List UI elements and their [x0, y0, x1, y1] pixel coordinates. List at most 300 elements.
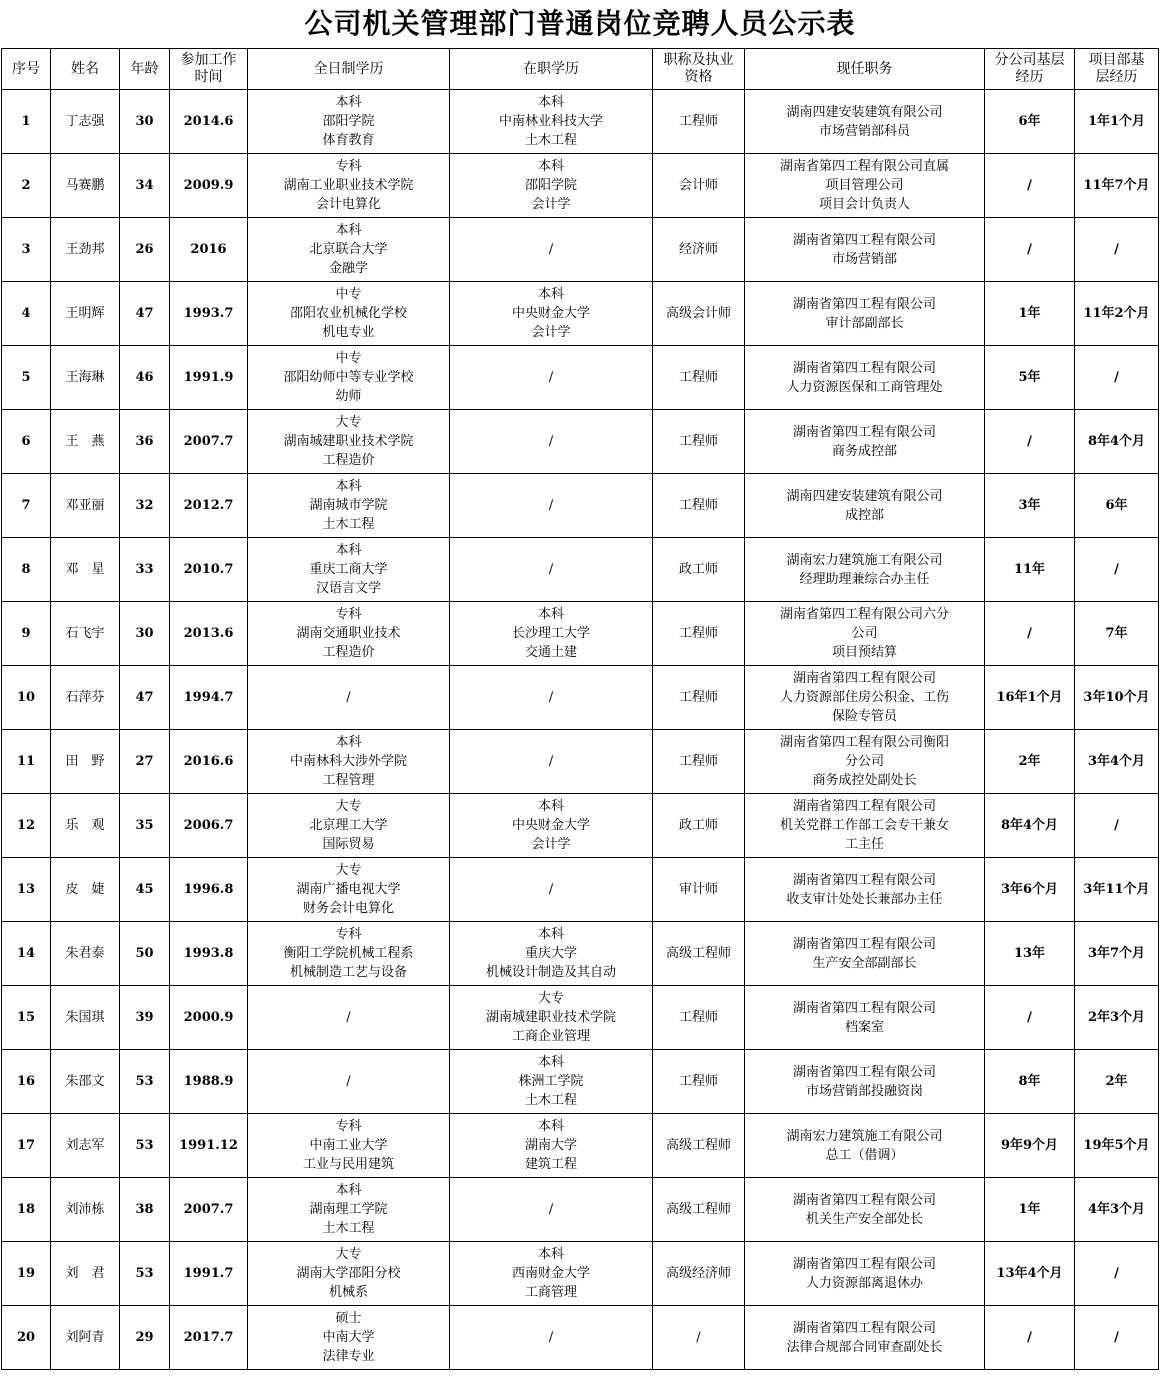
- position-line: 湖南省第四工程有限公司衡阳: [779, 735, 949, 750]
- table-row: [2, 986, 1159, 1050]
- header-project-line2: 层经历: [1095, 69, 1138, 85]
- cell-name: 刘阿青: [51, 1306, 120, 1370]
- cell-age: 34: [120, 154, 170, 218]
- position-line: 项目会计负责人: [818, 197, 910, 212]
- cell-name: 石萍芬: [51, 666, 120, 730]
- fulltime-edu-line: 北京联合大学: [309, 242, 388, 257]
- cell-position: [745, 666, 985, 730]
- cell-seq: 2: [2, 154, 51, 218]
- header-title: [653, 49, 745, 90]
- position-line: 商务成控部: [831, 443, 897, 459]
- position-line: 保险专管员: [831, 709, 897, 724]
- inservice-edu-line: /: [548, 1330, 554, 1345]
- table-row: [2, 474, 1159, 538]
- cell-position: [745, 538, 985, 602]
- cell-work-start: 1988.9: [170, 1050, 248, 1114]
- fulltime-edu-line: 湖南城建职业技术学院: [283, 434, 414, 449]
- position-line: 法律合规部合同审查副处长: [786, 1339, 943, 1355]
- cell-position: [745, 346, 985, 410]
- fulltime-edu-line: 湖南理工学院: [309, 1202, 388, 1217]
- cell-age: 35: [120, 794, 170, 858]
- cell-age: 36: [120, 410, 170, 474]
- position-line: 机关党群工作部工会专干兼女: [779, 818, 949, 833]
- table-row: [2, 1114, 1159, 1178]
- cell-project-exp: 1年1个月: [1075, 90, 1159, 154]
- cell-seq: 6: [2, 410, 51, 474]
- table-row: [2, 794, 1159, 858]
- cell-title: 工程师: [653, 90, 745, 154]
- cell-work-start: 1996.8: [170, 858, 248, 922]
- fulltime-edu-line: 工程造价: [322, 453, 375, 468]
- fulltime-edu-line: 机电专业: [322, 325, 375, 340]
- inservice-edu-line: 机械设计制造及其自动: [485, 965, 616, 980]
- cell-work-start: 1991.7: [170, 1242, 248, 1306]
- cell-age: 47: [120, 666, 170, 730]
- cell-branch-exp: /: [985, 218, 1075, 282]
- cell-work-start: 1991.9: [170, 346, 248, 410]
- cell-work-start: 1994.7: [170, 666, 248, 730]
- cell-inservice-edu: [450, 858, 653, 922]
- cell-project-exp: 3年11个月: [1075, 858, 1159, 922]
- table-row: [2, 282, 1159, 346]
- position-line: 湖南省第四工程有限公司: [792, 1192, 936, 1208]
- fulltime-edu-line: /: [346, 1074, 351, 1089]
- cell-inservice-edu: [450, 90, 653, 154]
- cell-fulltime-edu: [248, 666, 450, 730]
- cell-seq: 3: [2, 218, 51, 282]
- cell-age: 50: [120, 922, 170, 986]
- cell-position: [745, 218, 985, 282]
- cell-inservice-edu: [450, 1242, 653, 1306]
- cell-name: 石飞宇: [51, 602, 120, 666]
- cell-fulltime-edu: [248, 346, 450, 410]
- cell-work-start: 2007.7: [170, 410, 248, 474]
- cell-project-exp: 6年: [1075, 474, 1159, 538]
- cell-name: 丁志强: [51, 90, 120, 154]
- cell-fulltime-edu: [248, 218, 450, 282]
- cell-age: 47: [120, 282, 170, 346]
- cell-inservice-edu: [450, 922, 653, 986]
- header-age: 年龄: [120, 49, 170, 90]
- position-line: 人力资源医保和工商管理处: [786, 379, 943, 395]
- position-line: 人力资源部离退休办: [805, 1275, 923, 1291]
- cell-project-exp: 3年10个月: [1075, 666, 1159, 730]
- table-row: [2, 90, 1159, 154]
- inservice-edu-line: 长沙理工大学: [511, 626, 590, 641]
- cell-branch-exp: 16年1个月: [985, 666, 1075, 730]
- inservice-edu-line: 建筑工程: [524, 1157, 577, 1172]
- cell-position: [745, 1306, 985, 1370]
- fulltime-edu-line: 中南工业大学: [309, 1138, 388, 1153]
- fulltime-edu-line: 湖南工业职业技术学院: [283, 178, 414, 193]
- cell-title: 工程师: [653, 410, 745, 474]
- table-row: [2, 858, 1159, 922]
- cell-work-start: 2010.7: [170, 538, 248, 602]
- position-line: 湖南省第四工程有限公司: [792, 232, 936, 248]
- cell-fulltime-edu: [248, 410, 450, 474]
- fulltime-edu-line: 湖南城市学院: [309, 498, 388, 513]
- header-work-start-line1: 参加工作: [180, 52, 237, 68]
- cell-seq: 19: [2, 1242, 51, 1306]
- table-row: [2, 730, 1159, 794]
- inservice-edu-line: /: [548, 434, 554, 449]
- position-line: 湖南省第四工程有限公司: [792, 872, 936, 888]
- cell-project-exp: 8年4个月: [1075, 410, 1159, 474]
- cell-work-start: 2014.6: [170, 90, 248, 154]
- position-line: 成控部: [844, 507, 884, 523]
- cell-inservice-edu: [450, 218, 653, 282]
- header-branch-line2: 经历: [1015, 69, 1044, 85]
- cell-inservice-edu: [450, 1050, 653, 1114]
- fulltime-edu-line: 中专: [335, 351, 362, 366]
- cell-position: [745, 1050, 985, 1114]
- cell-fulltime-edu: [248, 1114, 450, 1178]
- cell-name: 刘 君: [51, 1242, 120, 1306]
- position-line: 湖南省第四工程有限公司: [792, 1320, 936, 1336]
- position-line: 湖南省第四工程有限公司: [792, 1256, 936, 1272]
- header-project-exp: [1075, 49, 1159, 90]
- inservice-edu-line: 本科: [537, 927, 564, 942]
- cell-position: [745, 474, 985, 538]
- table-row: [2, 1178, 1159, 1242]
- position-line: 审计部副部长: [825, 315, 904, 331]
- cell-branch-exp: /: [985, 410, 1075, 474]
- fulltime-edu-line: 本科: [335, 735, 362, 750]
- cell-fulltime-edu: [248, 1178, 450, 1242]
- table-row: [2, 538, 1159, 602]
- cell-position: [745, 794, 985, 858]
- cell-branch-exp: 6年: [985, 90, 1075, 154]
- fulltime-edu-line: 金融学: [328, 261, 368, 276]
- table-row: [2, 1242, 1159, 1306]
- cell-branch-exp: 13年4个月: [985, 1242, 1075, 1306]
- cell-seq: 18: [2, 1178, 51, 1242]
- page-title: 公司机关管理部门普通岗位竞聘人员公示表: [304, 7, 856, 40]
- cell-fulltime-edu: [248, 474, 450, 538]
- inservice-edu-line: 中央财金大学: [511, 818, 590, 833]
- cell-branch-exp: 5年: [985, 346, 1075, 410]
- cell-inservice-edu: [450, 794, 653, 858]
- cell-branch-exp: 1年: [985, 282, 1075, 346]
- fulltime-edu-line: 重庆工商大学: [309, 562, 388, 577]
- inservice-edu-line: /: [548, 562, 554, 577]
- cell-title: 审计师: [653, 858, 745, 922]
- cell-title: 高级经济师: [653, 1242, 745, 1306]
- fulltime-edu-line: 会计电算化: [315, 197, 381, 212]
- fulltime-edu-line: 本科: [335, 543, 362, 558]
- cell-age: 27: [120, 730, 170, 794]
- cell-title: 高级工程师: [653, 1114, 745, 1178]
- position-line: 湖南省第四工程有限公司: [792, 799, 936, 814]
- position-line: 湖南四建安装建筑有限公司: [786, 104, 943, 120]
- fulltime-edu-line: 体育教育: [322, 133, 375, 148]
- cell-inservice-edu: [450, 282, 653, 346]
- cell-seq: 1: [2, 90, 51, 154]
- cell-work-start: 1993.7: [170, 282, 248, 346]
- cell-project-exp: 7年: [1075, 602, 1159, 666]
- cell-name: 王劲邦: [51, 218, 120, 282]
- cell-name: 乐 观: [51, 794, 120, 858]
- cell-fulltime-edu: [248, 794, 450, 858]
- inservice-edu-line: 本科: [537, 607, 564, 622]
- cell-seq: 17: [2, 1114, 51, 1178]
- fulltime-edu-line: 专科: [335, 1119, 362, 1134]
- cell-seq: 9: [2, 602, 51, 666]
- position-line: 湖南省第四工程有限公司: [792, 360, 936, 376]
- cell-fulltime-edu: [248, 1306, 450, 1370]
- fulltime-edu-line: 湖南交通职业技术: [296, 626, 401, 641]
- cell-branch-exp: 1年: [985, 1178, 1075, 1242]
- inservice-edu-line: /: [548, 690, 554, 705]
- position-line: 人力资源部住房公积金、工伤: [779, 690, 949, 705]
- cell-seq: 5: [2, 346, 51, 410]
- cell-fulltime-edu: [248, 922, 450, 986]
- cell-title: 工程师: [653, 602, 745, 666]
- position-line: 项目管理公司: [825, 178, 904, 193]
- inservice-edu-line: 本科: [537, 1119, 564, 1134]
- fulltime-edu-line: 邵阳农业机械化学校: [289, 306, 407, 321]
- cell-inservice-edu: [450, 538, 653, 602]
- fulltime-edu-line: 本科: [335, 95, 362, 110]
- inservice-edu-line: 西南财金大学: [511, 1266, 590, 1281]
- header-inservice-edu: 在职学历: [450, 49, 653, 90]
- cell-inservice-edu: [450, 602, 653, 666]
- cell-age: 53: [120, 1114, 170, 1178]
- cell-seq: 10: [2, 666, 51, 730]
- inservice-edu-line: 邵阳学院: [524, 178, 577, 193]
- position-line: 工主任: [844, 837, 884, 852]
- position-line: 湖南省第四工程有限公司: [792, 1000, 936, 1016]
- cell-work-start: 2016: [170, 218, 248, 282]
- table-row: [2, 1050, 1159, 1114]
- cell-branch-exp: 11年: [985, 538, 1075, 602]
- table-row: [2, 154, 1159, 218]
- cell-age: 32: [120, 474, 170, 538]
- cell-branch-exp: /: [985, 154, 1075, 218]
- cell-position: [745, 858, 985, 922]
- cell-age: 29: [120, 1306, 170, 1370]
- cell-name: 马赛鹏: [51, 154, 120, 218]
- fulltime-edu-line: 中南大学: [322, 1330, 375, 1345]
- cell-name: 田 野: [51, 730, 120, 794]
- cell-name: 刘志军: [51, 1114, 120, 1178]
- cell-title: 工程师: [653, 1050, 745, 1114]
- cell-title: 会计师: [653, 154, 745, 218]
- cell-age: 30: [120, 602, 170, 666]
- inservice-edu-line: 交通土建: [524, 645, 577, 660]
- inservice-edu-line: 本科: [537, 1055, 564, 1070]
- fulltime-edu-line: 专科: [335, 927, 362, 942]
- position-line: 收支审计处处长兼部办主任: [786, 891, 943, 907]
- header-branch-line1: 分公司基层: [994, 52, 1065, 68]
- cell-fulltime-edu: [248, 602, 450, 666]
- header-title-line2: 资格: [684, 69, 713, 85]
- cell-position: [745, 730, 985, 794]
- cell-project-exp: /: [1075, 538, 1159, 602]
- cell-title: 政工师: [653, 794, 745, 858]
- fulltime-edu-line: 法律专业: [322, 1349, 375, 1364]
- cell-seq: 13: [2, 858, 51, 922]
- fulltime-edu-line: 工程管理: [322, 773, 375, 788]
- cell-branch-exp: /: [985, 1306, 1075, 1370]
- cell-project-exp: /: [1075, 1242, 1159, 1306]
- cell-name: 朱君泰: [51, 922, 120, 986]
- cell-seq: 8: [2, 538, 51, 602]
- fulltime-edu-line: 大专: [335, 1247, 362, 1262]
- cell-fulltime-edu: [248, 1242, 450, 1306]
- cell-position: [745, 986, 985, 1050]
- cell-inservice-edu: [450, 1114, 653, 1178]
- inservice-edu-line: 中南林业科技大学: [498, 114, 603, 129]
- fulltime-edu-line: 硕士: [335, 1311, 362, 1326]
- position-line: 湖南省第四工程有限公司直属: [779, 159, 949, 174]
- cell-name: 王海琳: [51, 346, 120, 410]
- inservice-edu-line: 会计学: [531, 837, 571, 852]
- cell-branch-exp: 3年6个月: [985, 858, 1075, 922]
- fulltime-edu-line: 专科: [335, 159, 362, 174]
- position-line: 湖南宏力建筑施工有限公司: [786, 552, 943, 568]
- cell-inservice-edu: [450, 1306, 653, 1370]
- cell-title: 工程师: [653, 730, 745, 794]
- position-line: 湖南省第四工程有限公司: [792, 936, 936, 952]
- position-line: 市场营销部投融资岗: [805, 1083, 923, 1099]
- cell-project-exp: /: [1075, 1306, 1159, 1370]
- fulltime-edu-line: 衡阳工学院机械工程系: [283, 946, 414, 961]
- cell-project-exp: /: [1075, 794, 1159, 858]
- cell-project-exp: 11年7个月: [1075, 154, 1159, 218]
- cell-branch-exp: 8年4个月: [985, 794, 1075, 858]
- table-body: [2, 90, 1159, 1370]
- position-line: 湖南省第四工程有限公司六分: [779, 607, 949, 622]
- fulltime-edu-line: 大专: [335, 799, 362, 814]
- cell-age: 26: [120, 218, 170, 282]
- cell-title: 工程师: [653, 986, 745, 1050]
- cell-title: 高级会计师: [653, 282, 745, 346]
- inservice-edu-line: /: [548, 754, 554, 769]
- cell-position: [745, 602, 985, 666]
- fulltime-edu-line: 湖南广播电视大学: [296, 882, 401, 897]
- fulltime-edu-line: 邵阳幼师中等专业学校: [283, 370, 414, 385]
- cell-inservice-edu: [450, 410, 653, 474]
- cell-project-exp: 2年: [1075, 1050, 1159, 1114]
- cell-branch-exp: /: [985, 986, 1075, 1050]
- cell-fulltime-edu: [248, 1050, 450, 1114]
- cell-inservice-edu: [450, 474, 653, 538]
- position-line: 湖南省第四工程有限公司: [792, 1064, 936, 1080]
- fulltime-edu-line: 机械制造工艺与设备: [289, 965, 407, 980]
- cell-work-start: 2006.7: [170, 794, 248, 858]
- position-line: 市场营销部科员: [818, 123, 910, 139]
- position-line: 分公司: [844, 754, 884, 769]
- cell-seq: 15: [2, 986, 51, 1050]
- inservice-edu-line: 会计学: [531, 197, 571, 212]
- cell-age: 38: [120, 1178, 170, 1242]
- cell-seq: 12: [2, 794, 51, 858]
- header-name: 姓名: [51, 49, 120, 90]
- fulltime-edu-line: 机械系: [328, 1285, 368, 1300]
- cell-project-exp: 11年2个月: [1075, 282, 1159, 346]
- cell-fulltime-edu: [248, 282, 450, 346]
- table-row: [2, 346, 1159, 410]
- position-line: 项目预结算: [831, 645, 897, 660]
- position-line: 经理助理兼综合办主任: [799, 571, 930, 587]
- cell-project-exp: 19年5个月: [1075, 1114, 1159, 1178]
- position-line: 商务成控处副处长: [812, 773, 917, 788]
- table-row: [2, 1306, 1159, 1370]
- cell-age: 46: [120, 346, 170, 410]
- cell-age: 33: [120, 538, 170, 602]
- cell-fulltime-edu: [248, 154, 450, 218]
- fulltime-edu-line: 工业与民用建筑: [302, 1157, 394, 1172]
- table-row: [2, 602, 1159, 666]
- cell-age: 45: [120, 858, 170, 922]
- cell-title: 高级工程师: [653, 922, 745, 986]
- header-work-start: [170, 49, 248, 90]
- cell-position: [745, 1114, 985, 1178]
- fulltime-edu-line: 邵阳学院: [322, 114, 375, 129]
- cell-seq: 16: [2, 1050, 51, 1114]
- fulltime-edu-line: 湖南大学邵阳分校: [296, 1266, 401, 1281]
- cell-project-exp: /: [1075, 218, 1159, 282]
- cell-name: 邓亚丽: [51, 474, 120, 538]
- cell-work-start: 2012.7: [170, 474, 248, 538]
- position-line: 机关生产安全部处长: [805, 1211, 923, 1227]
- cell-branch-exp: 2年: [985, 730, 1075, 794]
- cell-position: [745, 90, 985, 154]
- cell-age: 53: [120, 1050, 170, 1114]
- inservice-edu-line: 本科: [537, 95, 564, 110]
- cell-position: [745, 410, 985, 474]
- inservice-edu-line: 土木工程: [524, 1093, 577, 1108]
- inservice-edu-line: 湖南大学: [524, 1138, 577, 1153]
- cell-work-start: 1991.12: [170, 1114, 248, 1178]
- inservice-edu-line: 本科: [537, 287, 564, 302]
- cell-title: 经济师: [653, 218, 745, 282]
- inservice-edu-line: 本科: [537, 799, 564, 814]
- cell-name: 王 燕: [51, 410, 120, 474]
- cell-inservice-edu: [450, 986, 653, 1050]
- cell-title: 政工师: [653, 538, 745, 602]
- cell-name: 邓 星: [51, 538, 120, 602]
- cell-work-start: 2017.7: [170, 1306, 248, 1370]
- cell-name: 朱邵文: [51, 1050, 120, 1114]
- fulltime-edu-line: 大专: [335, 863, 362, 878]
- fulltime-edu-line: 本科: [335, 479, 362, 494]
- cell-work-start: 2009.9: [170, 154, 248, 218]
- cell-branch-exp: 9年9个月: [985, 1114, 1075, 1178]
- cell-project-exp: 2年3个月: [1075, 986, 1159, 1050]
- table-header: [2, 49, 1159, 90]
- inservice-edu-line: 工商管理: [524, 1285, 577, 1300]
- cell-work-start: 1993.8: [170, 922, 248, 986]
- cell-seq: 14: [2, 922, 51, 986]
- cell-name: 皮 婕: [51, 858, 120, 922]
- fulltime-edu-line: 中南林科大涉外学院: [289, 754, 407, 769]
- fulltime-edu-line: /: [346, 1010, 351, 1025]
- inservice-edu-line: 中央财金大学: [511, 306, 590, 321]
- header-work-start-line2: 时间: [194, 69, 223, 85]
- cell-work-start: 2000.9: [170, 986, 248, 1050]
- inservice-edu-line: /: [548, 370, 554, 385]
- position-line: 湖南四建安装建筑有限公司: [786, 488, 943, 504]
- header-title-line1: 职称及执业: [663, 52, 734, 68]
- cell-work-start: 2016.6: [170, 730, 248, 794]
- inservice-edu-line: 湖南城建职业技术学院: [485, 1010, 616, 1025]
- cell-title: 工程师: [653, 474, 745, 538]
- cell-title: /: [653, 1306, 745, 1370]
- cell-inservice-edu: [450, 730, 653, 794]
- cell-branch-exp: 8年: [985, 1050, 1075, 1114]
